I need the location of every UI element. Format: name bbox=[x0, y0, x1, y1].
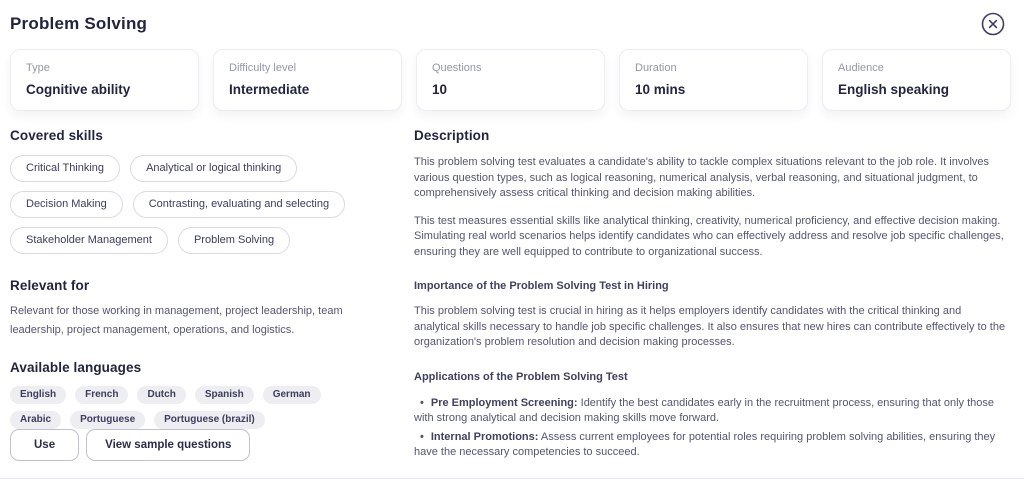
left-column bbox=[10, 128, 414, 475]
use-button[interactable]: Use bbox=[10, 429, 79, 461]
bullet-lead: Pre Employment Screening: bbox=[430, 396, 578, 409]
covered-skills-heading: Covered skills bbox=[10, 128, 103, 143]
description-section bbox=[414, 128, 1011, 475]
close-button[interactable] bbox=[981, 12, 1005, 36]
description-paragraph: This test measures essential skills like analytical thinking, creativity, numerical proficiency, and effective decision making. Simulating real world scenarios helps identify candidates who can effectively address and resolve job specific challenges, ensuring they are well equipped to contribute to organizational success. bbox=[414, 214, 1004, 258]
info-card-duration bbox=[619, 49, 808, 111]
skill-pill: Problem Solving bbox=[178, 227, 290, 254]
info-card-value: English speaking bbox=[838, 82, 950, 97]
description-subheading: Importance of the Problem Solving Test in Hiring bbox=[414, 280, 669, 292]
skill-pill: Critical Thinking bbox=[10, 155, 120, 182]
skill-pill: Stakeholder Management bbox=[10, 227, 168, 254]
available-languages-heading: Available languages bbox=[10, 359, 142, 375]
skill-pill: Analytical or logical thinking bbox=[130, 155, 297, 182]
info-card-audience bbox=[822, 49, 1011, 111]
description-paragraph: This problem solving test is crucial in hiring as it helps employers identify candidates with the critical thinking and analytical skills necessary to handle job specific challenges. It also ensures that new hires can contribute effectively to the organization's problem resolution and decision making processes. bbox=[414, 305, 1006, 348]
info-card-label: Difficulty level bbox=[229, 62, 297, 74]
info-card-difficulty bbox=[213, 49, 402, 111]
info-card-value: Intermediate bbox=[229, 82, 310, 97]
language-tag: Dutch bbox=[137, 386, 185, 404]
applications-list bbox=[414, 396, 1007, 461]
bullet-item bbox=[414, 430, 1007, 461]
info-card-value: 10 mins bbox=[635, 82, 686, 97]
modal-body bbox=[10, 128, 1011, 475]
relevant-for-text: Relevant for those working in management, project leadership, team leadership, project management, operations, and logistics. bbox=[10, 305, 343, 336]
info-card-label: Duration bbox=[635, 62, 677, 74]
language-tag: French bbox=[75, 386, 128, 404]
relevant-for-section bbox=[10, 278, 384, 340]
language-tag-list bbox=[10, 386, 370, 429]
description-paragraph: This problem solving test evaluates a candidate's ability to tackle complex situations relevant to the job role. It involves various question types, such as logical reasoning, numerical analysis, verbal reasoning, and situational judgment, to comprehensively assess critical thinking and decision making abilities. bbox=[414, 156, 990, 199]
info-card-label: Questions bbox=[432, 62, 482, 74]
page-title: Problem Solving bbox=[10, 14, 148, 33]
language-tag: Portuguese (brazil) bbox=[154, 411, 265, 429]
view-sample-questions-button[interactable]: View sample questions bbox=[86, 429, 250, 461]
info-card-label: Audience bbox=[838, 62, 884, 74]
description-subheading: Applications of the Problem Solving Test bbox=[414, 370, 628, 383]
description-heading: Description bbox=[414, 128, 490, 143]
info-card-value: 10 bbox=[432, 82, 448, 97]
bullet-item bbox=[414, 396, 1007, 427]
bullet-text: Assess current employees for potential roles requiring problem solving abilities, ensuring they have the necessary competencies to succeed. bbox=[414, 430, 996, 458]
language-tag: Arabic bbox=[10, 411, 61, 429]
info-card-label: Type bbox=[26, 62, 50, 74]
skill-pill: Contrasting, evaluating and selecting bbox=[133, 191, 345, 218]
info-card-row bbox=[10, 49, 1011, 111]
action-button-row bbox=[10, 429, 384, 476]
covered-skills-list bbox=[10, 155, 384, 254]
circle-x-icon bbox=[981, 24, 1005, 39]
info-card-value: Cognitive ability bbox=[26, 82, 131, 97]
language-tag: Spanish bbox=[195, 386, 254, 404]
language-tag: German bbox=[263, 386, 321, 404]
bullet-text: Identify the best candidates early in the recruitment process, ensuring that only those with strong analytical and decision making skills move forward. bbox=[414, 396, 994, 424]
language-tag: Portuguese bbox=[70, 411, 145, 429]
bullet-icon: • bbox=[420, 396, 424, 409]
available-languages-section bbox=[10, 360, 384, 429]
skill-pill: Decision Making bbox=[10, 191, 123, 218]
modal-header bbox=[10, 12, 1011, 36]
language-tag: English bbox=[10, 386, 66, 404]
info-card-questions bbox=[416, 49, 605, 111]
info-card-type bbox=[10, 49, 199, 111]
relevant-for-heading: Relevant for bbox=[10, 278, 90, 293]
bullet-icon: • bbox=[420, 430, 424, 443]
bullet-lead: Internal Promotions: bbox=[430, 430, 539, 443]
